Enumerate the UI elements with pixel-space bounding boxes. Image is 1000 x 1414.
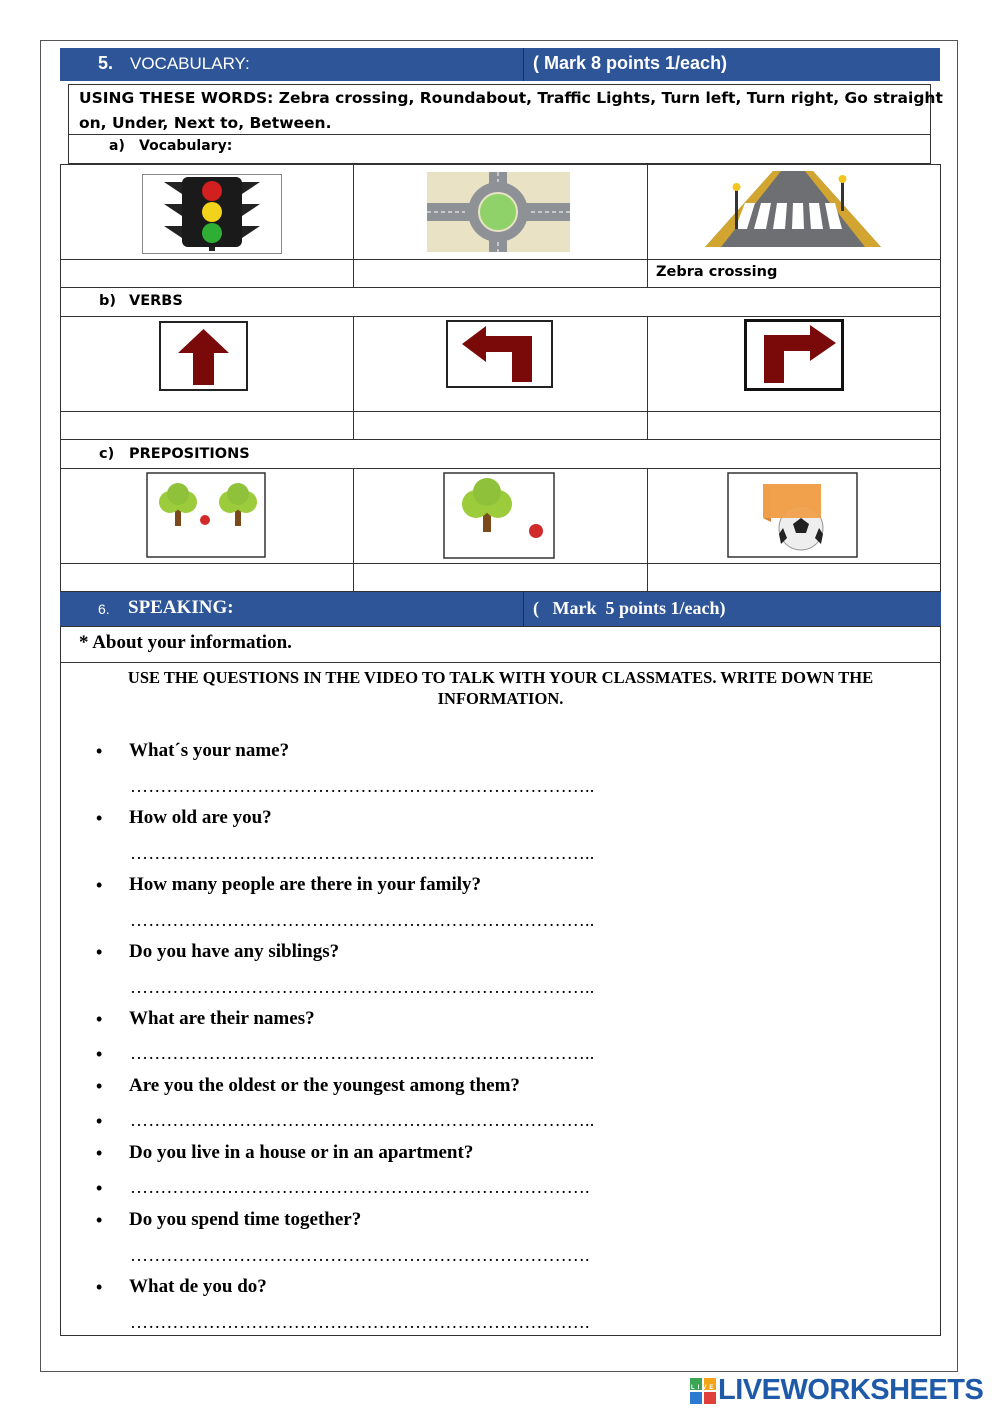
prepositions-answer-3[interactable] <box>650 565 938 590</box>
prepositions-heading-row <box>60 439 941 469</box>
answer-line-3[interactable]: ………………………………………………………………….. <box>130 910 595 930</box>
liveworksheets-tiles-icon <box>690 1378 716 1404</box>
question-3: How many people are there in your family? <box>129 874 482 895</box>
vocab-answer-1[interactable] <box>62 261 350 286</box>
answer-line-4[interactable]: ………………………………………………………………….. <box>130 977 595 997</box>
instructions-words-line2: on, Under, Next to, Between. <box>79 114 332 132</box>
liveworksheets-tiles-label: LIVE <box>691 1385 717 1391</box>
question-1: What´s your name? <box>129 740 290 761</box>
section5-header <box>60 48 940 81</box>
answer-line-9[interactable]: …………………………………………………………………. <box>130 1312 590 1332</box>
answer-line-8[interactable]: …………………………………………………………………. <box>130 1245 590 1265</box>
go-straight-arrow-icon <box>159 321 248 391</box>
section5-number: 5. <box>98 53 114 73</box>
question-4: Do you have any siblings? <box>129 941 340 962</box>
question-5: What are their names? <box>129 1008 315 1029</box>
verbs-label: VERBS <box>129 293 183 309</box>
about-label: * About your information. <box>79 632 292 653</box>
section6-title: SPEAKING: <box>128 597 234 618</box>
traffic-lights-image <box>142 174 282 254</box>
speaking-instruction-line2: INFORMATION. <box>437 689 564 708</box>
sub-a-label: Vocabulary: <box>139 138 233 154</box>
section5-mark: ( Mark 8 points 1/each) <box>533 53 728 73</box>
question-8: Do you spend time together? <box>129 1209 362 1230</box>
question-7: Do you live in a house or in an apartment? <box>129 1142 474 1163</box>
sub-a-letter: a) <box>109 138 125 154</box>
prepositions-letter: c) <box>99 446 115 462</box>
answer-line-2[interactable]: ………………………………………………………………….. <box>130 843 595 863</box>
turn-left-arrow-icon <box>446 320 553 388</box>
turn-right-arrow-icon <box>744 319 844 391</box>
prepositions-answer-1[interactable] <box>62 565 350 590</box>
vocab-answer-3[interactable]: Zebra crossing <box>656 264 778 280</box>
section5-title: VOCABULARY: <box>130 54 250 73</box>
section6-header <box>60 592 941 626</box>
verbs-heading-row <box>60 287 941 317</box>
section6-number: 6. <box>98 601 110 617</box>
question-6: Are you the oldest or the youngest among them? <box>129 1075 520 1096</box>
question-9: What de you do? <box>129 1276 267 1297</box>
liveworksheets-text: LIVEWORKSHEETS <box>718 1374 984 1406</box>
prepositions-label: PREPOSITIONS <box>129 446 250 462</box>
speaking-instruction <box>60 667 941 709</box>
answer-line-7[interactable]: …………………………………………………………………. <box>130 1177 590 1197</box>
verbs-letter: b) <box>99 293 117 309</box>
roundabout-image <box>427 172 570 252</box>
question-2: How old are you? <box>129 807 272 828</box>
answer-line-5[interactable]: ………………………………………………………………….. <box>130 1043 595 1063</box>
zebra-crossing-image <box>703 167 883 251</box>
section6-mark: ( Mark 5 points 1/each) <box>533 598 726 618</box>
speaking-body <box>60 662 941 1336</box>
next-to-tree-image <box>443 472 555 559</box>
verbs-answer-2[interactable] <box>356 413 644 438</box>
under-box-ball-image <box>727 472 858 558</box>
about-row <box>60 626 941 663</box>
verbs-answer-3[interactable] <box>650 413 938 438</box>
answer-line-1[interactable]: ………………………………………………………………….. <box>130 776 595 796</box>
answer-line-6[interactable]: ………………………………………………………………….. <box>130 1110 595 1130</box>
instructions-prefix: USING THESE WORDS: <box>79 89 274 107</box>
verbs-answer-1[interactable] <box>62 413 350 438</box>
instructions-words-line1: Zebra crossing, Roundabout, Traffic Lights, Turn left, Turn right, Go straight <box>278 89 943 107</box>
liveworksheets-logo[interactable] <box>690 1374 990 1408</box>
between-trees-image <box>146 472 266 558</box>
instructions-box <box>68 84 943 164</box>
speaking-instruction-line1: USE THE QUESTIONS IN THE VIDEO TO TALK WITH YOUR CLASSMATES. WRITE DOWN THE <box>127 668 874 687</box>
prepositions-answer-2[interactable] <box>356 565 644 590</box>
vocab-answer-2[interactable] <box>356 261 644 286</box>
